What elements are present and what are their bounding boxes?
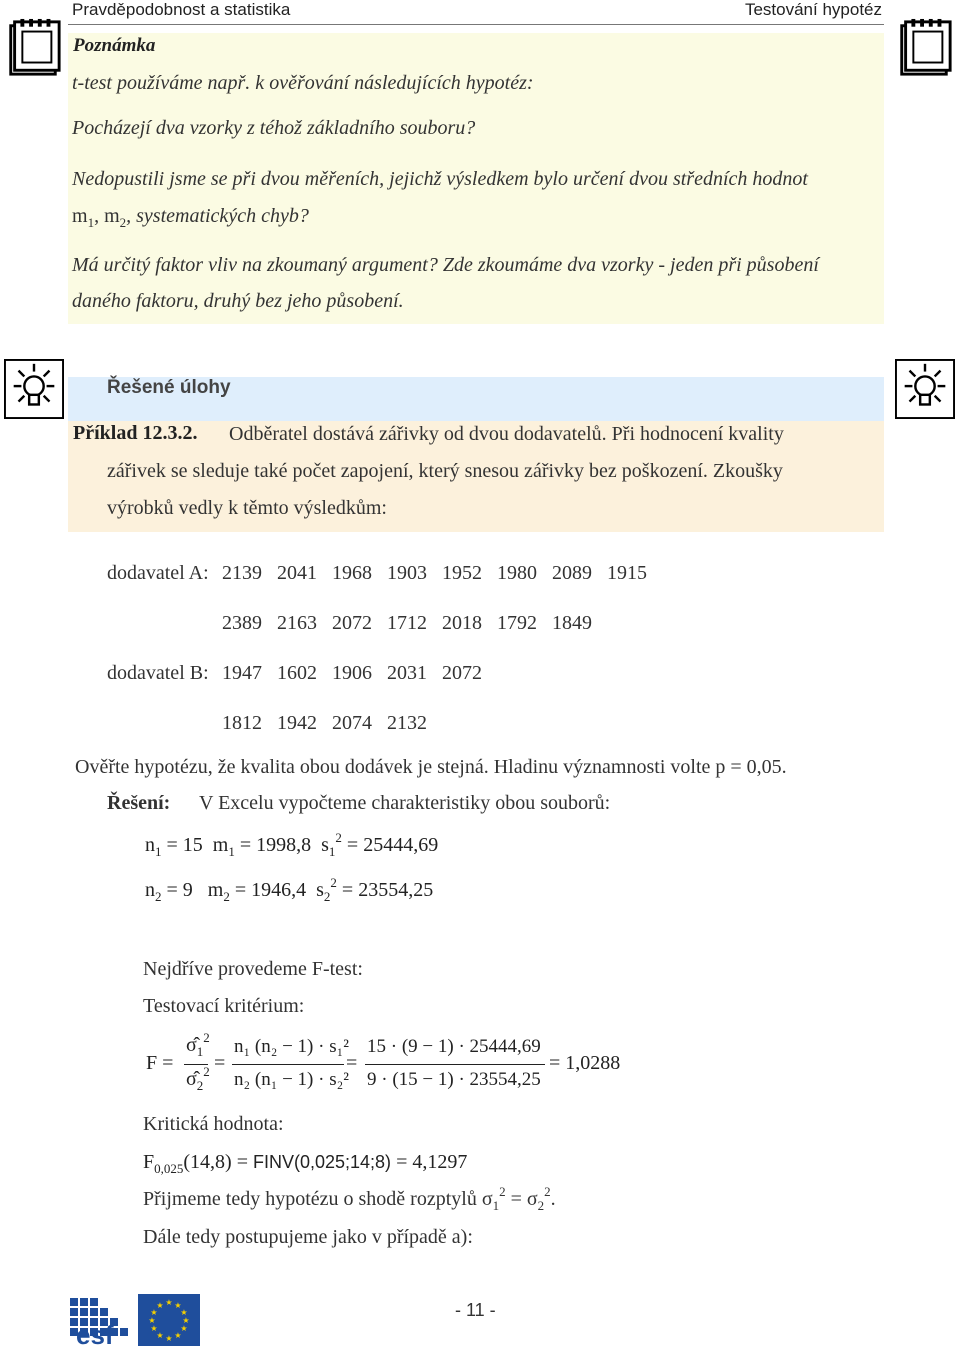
example-line: zářivek se sleduje také počet zapojení, který snesou zářivky bez poškození. Zkoušky [107,460,783,482]
solution-label: Řešení: [107,792,171,814]
formula-den3: 9 · (15 − 1) · 23554,25 [367,1069,541,1090]
svg-text:★: ★ [165,1298,173,1307]
header-rule [68,24,884,25]
svg-text:★: ★ [150,1308,158,1317]
esf-logo [68,1294,130,1346]
supplier-a-label: dodavatel A: [107,562,209,584]
formula-den1: $\sigmâ_2^2$ [186,1064,210,1093]
note-line-means: $m_1$, $m_2$, systematických chyb? [72,205,309,230]
example-line: Odběratel dostává zářivky od dvou dodavatelů. Při hodnocení kvality [229,423,784,445]
formula-num3: 15 · (9 − 1) · 25444,69 [367,1036,541,1057]
supplier-a-values: 2139 2041 1968 1903 1952 1980 2089 1915 [222,562,647,584]
fraction-bar [232,1064,344,1065]
formula-den2: n₂ (n₁ − 1) · s₂² [234,1069,349,1090]
supplier-b-values: 1947 1602 1906 2031 2072 [222,662,482,684]
svg-text:★: ★ [180,1308,188,1317]
formula-eq: = [214,1052,226,1074]
note-line: t-test používáme např. k ověřování následujících hypotéz: [72,72,534,94]
supplier-b-values: 1812 1942 2074 2132 [222,712,427,734]
svg-text:★: ★ [182,1316,190,1325]
svg-text:★: ★ [174,1301,182,1310]
svg-text:★: ★ [156,1301,164,1310]
supplier-a-values: 2389 2163 2072 1712 2018 1792 1849 [222,612,592,634]
header-left: Pravděpodobnost a statistika [72,0,291,19]
svg-text:esf: esf [76,1320,114,1346]
example-line: výrobků vedly k těmto výsledkům: [107,497,387,519]
continue-text: Dále tedy postupujeme jako v případě a): [143,1226,473,1248]
lightbulb-icon [894,359,956,419]
note-line: Pocházejí dva vzorky z téhož základního souboru? [72,117,476,139]
critical-label: Kritická hodnota: [143,1113,284,1135]
svg-text:★: ★ [156,1331,164,1340]
formula-num2: n₁ (n₂ − 1) · s₁² [234,1036,349,1057]
stats-row-2: $n_2 = 9$ $m_2 = 1946,4$ $s_2^2 = 23554,25$ [145,875,434,904]
note-title: Poznámka [73,35,156,56]
note-line: daného faktoru, druhý bez jeho působení. [72,290,404,312]
note-line: Nedopustili jsme se při dvou měřeních, jejichž výsledkem bylo určení dvou středních hodnot [72,168,808,190]
criterion-label: Testovací kritérium: [143,995,305,1017]
notepad-icon [2,18,64,78]
svg-text:★: ★ [174,1331,182,1340]
ftest-intro: Nejdříve provedeme F-test: [143,958,363,980]
formula-eq: = [346,1052,358,1074]
svg-text:★: ★ [180,1324,188,1333]
notepad-icon [893,18,955,78]
formula-result: = 1,0288 [549,1052,621,1074]
critical-value: $F_{0,025}(14,8)$ = FINV(0,025;14;8) = 4,1297 [143,1151,468,1176]
lightbulb-icon [3,359,65,419]
svg-text:★: ★ [148,1316,156,1325]
solved-title: Řešené úlohy [107,377,231,398]
formula-num1: $\sigmâ_1^2$ [186,1030,210,1059]
example-label: Příklad 12.3.2. [73,422,198,444]
stats-row-1: $n_1 = 15$ $m_1 = 1998,8$ $s_1^2 = 25444,69$ [145,830,439,859]
header-right: Testování hypotéz [744,0,882,19]
formula-lhs: F = [146,1052,174,1074]
page-number: - 11 - [455,1300,496,1320]
eu-flag-logo [138,1294,200,1346]
note-line: Má určitý faktor vliv na zkoumaný argument? Zde zkoumáme dva vzorky - jeden při působení [72,254,819,276]
accept-hypothesis: Přijmeme tedy hypotézu o shodě rozptylů $\sigma_1^2 = \sigma_2^2$. [143,1184,556,1213]
svg-text:★: ★ [150,1324,158,1333]
svg-text:★: ★ [165,1334,173,1343]
solution-intro: V Excelu vypočteme charakteristiky obou souborů: [199,792,611,814]
task-text: Ověřte hypotézu, že kvalita obou dodávek je stejná. Hladinu významnosti volte p = 0,05. [75,756,787,778]
fraction-bar [365,1064,545,1065]
supplier-b-label: dodavatel B: [107,662,209,684]
